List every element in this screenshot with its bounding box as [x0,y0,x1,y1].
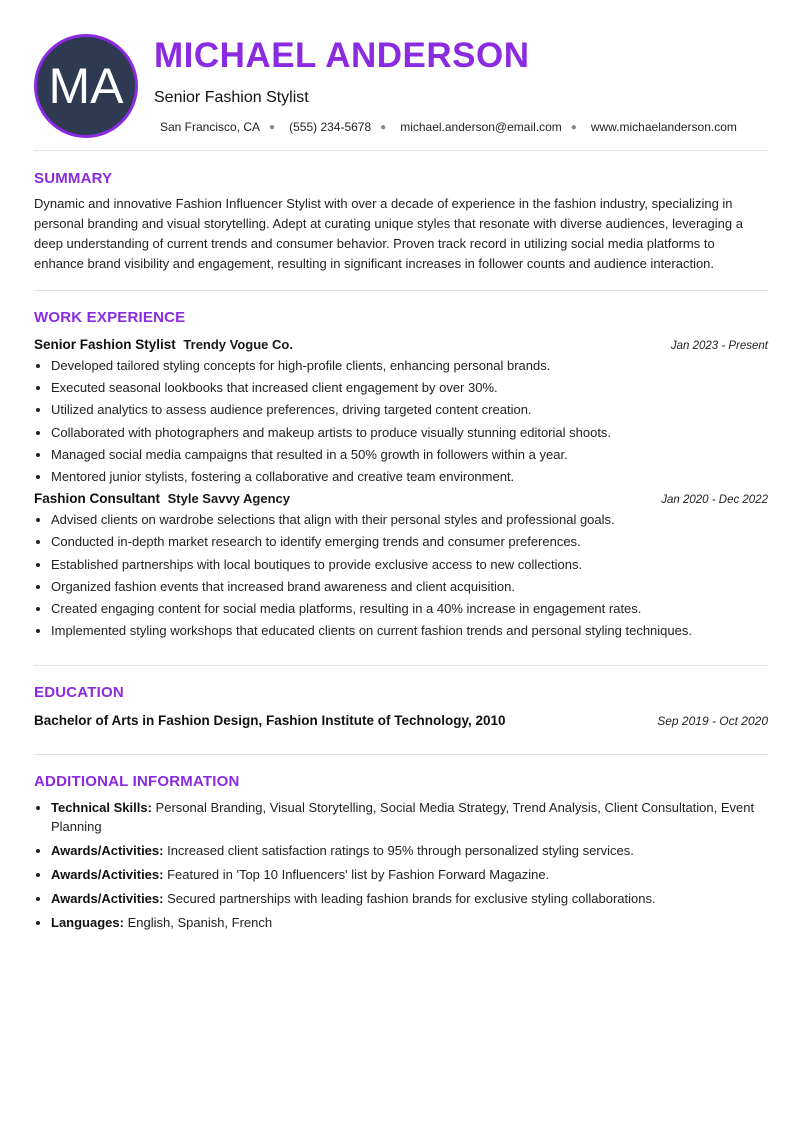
list-item: • Developed tailored styling concepts for high-profile clients, enhancing personal brands. [51,358,768,374]
avatar-initials: MA [48,58,124,114]
job-entry [34,491,768,639]
list-item [51,913,768,932]
list-item: • Managed social media campaigns that resulted in a 50% growth in followers within a year. [51,447,768,463]
contact-line [160,120,737,134]
additional-heading: ADDITIONAL INFORMATION [34,773,240,791]
resume-page [34,0,768,937]
job-role: Fashion Consultant [34,491,160,507]
item-label: Awards/Activities: [51,891,164,907]
item-label: Languages: [51,915,124,931]
additional-list [34,798,768,932]
job-bullets [34,358,768,485]
list-item [51,841,768,860]
list-item: • Utilized analytics to assess audience preferences, driving targeted content creation. [51,402,768,418]
item-text: Featured in 'Top 10 Influencers' list by Fashion Forward Magazine. [167,867,550,883]
resume-header [34,0,768,150]
list-item: • Implemented styling workshops that educated clients on current fashion trends and personal styling techniques. [51,623,768,639]
list-item: • Collaborated with photographers and makeup artists to produce visually stunning editorial shoots. [51,425,768,441]
item-text: Secured partnerships with leading fashion brands for exclusive styling collaborations. [167,891,656,907]
item-label: Awards/Activities: [51,843,164,859]
item-label: Awards/Activities: [51,867,164,883]
education-degree: Bachelor of Arts in Fashion Design, Fashion Institute of Technology, 2010 [34,713,506,729]
job-header [34,337,768,352]
list-item [51,865,768,884]
contact-email[interactable]: michael.anderson@email.com [400,120,562,134]
contact-phone: (555) 234-5678 [289,120,372,134]
experience-heading: WORK EXPERIENCE [34,309,186,326]
item-label: Technical Skills: [51,800,152,816]
separator-dot-icon: ● [269,121,276,133]
list-item: • Advised clients on wardrobe selections that align with their personal styles and professional goals. [51,512,768,528]
experience-section [34,291,768,659]
avatar [34,34,138,138]
education-entry [34,713,768,728]
contact-website[interactable]: www.michaelanderson.com [590,120,737,134]
separator-dot-icon: ● [380,121,387,133]
education-section [34,666,768,754]
list-item: • Established partnerships with local boutiques to provide exclusive access to new collections. [51,557,768,573]
list-item [51,798,768,836]
job-dates: Jan 2023 - Present [670,340,768,352]
list-item: • Conducted in-depth market research to identify emerging trends and consumer preferences. [51,534,768,550]
job-company: Style Savvy Agency [167,491,290,507]
summary-section [34,151,768,290]
separator-dot-icon: ● [570,121,577,133]
job-company: Trendy Vogue Co. [183,337,293,352]
job-dates: Jan 2020 - Dec 2022 [661,494,768,507]
list-item: • Organized fashion events that increased brand awareness and client acquisition. [51,579,768,595]
list-item: • Created engaging content for social media platforms, resulting in a 40% increase in engagement rates. [51,601,768,617]
education-dates: Sep 2019 - Oct 2020 [657,714,768,729]
summary-text: Dynamic and innovative Fashion Influencer Stylist with over a decade of experience in the fashion industry, specializing in personal branding and visual storytelling. Adept at curating unique styles that resonate with diverse audiences, leveraging a deep understanding of current trends and consumer behavior. Proven track record in utilizing social media platforms to enhance brand visibility and engagement, resulting in significant increases in follower counts and audience interaction. [34,196,743,271]
item-text: Increased client satisfaction ratings to 95% through personalized styling services. [167,843,634,859]
contact-location: San Francisco, CA [160,120,261,134]
item-text: English, Spanish, French [127,915,273,931]
candidate-name: MICHAEL ANDERSON [154,36,530,75]
list-item: • Mentored junior stylists, fostering a collaborative and creative team environment. [51,469,768,485]
list-item: • Executed seasonal lookbooks that increased client engagement by over 30%. [51,380,768,396]
summary-heading: SUMMARY [34,170,113,187]
list-item [51,889,768,908]
job-header [34,491,768,506]
education-heading: EDUCATION [34,684,124,702]
job-entry [34,337,768,485]
additional-section [34,755,768,932]
job-bullets [34,512,768,639]
item-text: Personal Branding, Visual Storytelling, Social Media Strategy, Trend Analysis, Client Consultation, Event Planning [51,800,755,835]
job-title: Senior Fashion Stylist [154,89,309,106]
job-role: Senior Fashion Stylist [34,337,176,352]
